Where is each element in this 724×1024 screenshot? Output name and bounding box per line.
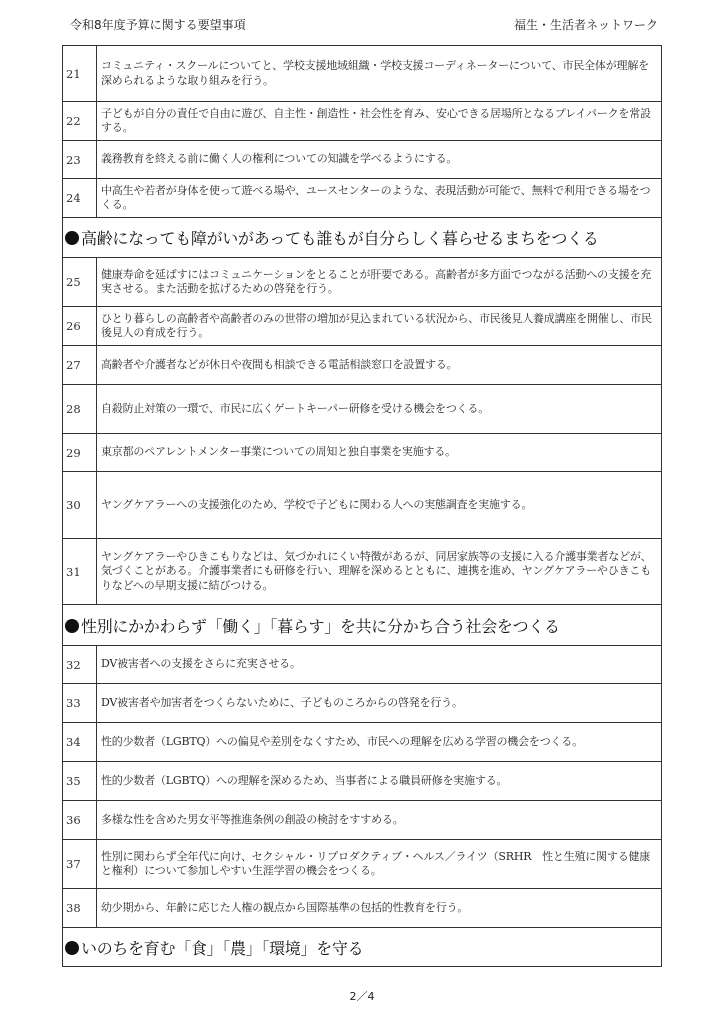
request-text: 幼少期から、年齢に応じた人権の観点から国際基準の包括的性教育を行う。 bbox=[97, 889, 662, 928]
request-row bbox=[63, 684, 662, 723]
request-number: 33 bbox=[63, 684, 97, 723]
request-number: 30 bbox=[63, 472, 97, 539]
page-header bbox=[62, 14, 662, 34]
request-text: 東京都のペアレントメンター事業についての周知と独自事業を実施する。 bbox=[97, 434, 662, 472]
request-row bbox=[63, 434, 662, 472]
request-text: ヤングケアラーへの支援強化のため、学校で子どもに関わる人への実態調査を実施する。 bbox=[97, 472, 662, 539]
request-number: 37 bbox=[63, 840, 97, 889]
request-text: DV被害者への支援をさらに充実させる。 bbox=[97, 646, 662, 684]
request-text: 子どもが自分の責任で自由に遊び、自主性・創造性・社会性を育み、安心できる居場所となるプレイパークを常設する。 bbox=[97, 102, 662, 141]
request-text: DV被害者や加害者をつくらないために、子どものころからの啓発を行う。 bbox=[97, 684, 662, 723]
requests-table-body bbox=[63, 46, 662, 967]
request-text: 中高生や若者が身体を使って遊べる場や、ユースセンターのような、表現活動が可能で、無料で利用できる場をつくる。 bbox=[97, 179, 662, 218]
section-heading-text: 高齢になっても障がいがあっても誰もが自分らしく暮らせるまちをつくる bbox=[81, 229, 599, 248]
request-number: 21 bbox=[63, 46, 97, 102]
request-number: 25 bbox=[63, 258, 97, 307]
request-row bbox=[63, 889, 662, 928]
request-row bbox=[63, 307, 662, 346]
request-text: 性別に関わらず全年代に向け、セクシャル・リプロダクティブ・ヘルス／ライツ（SRHR 性と生殖に関する健康と権利）について参加しやすい生涯学習の機会をつくる。 bbox=[97, 840, 662, 889]
bullet-icon bbox=[65, 941, 79, 955]
request-text: 多様な性を含めた男女平等推進条例の創設の検討をすすめる。 bbox=[97, 801, 662, 840]
request-number: 27 bbox=[63, 346, 97, 385]
request-text: コミュニティ・スクールについてと、学校支援地域組織・学校支援コーディネーターについて、市民全体が理解を深められるような取り組みを行う。 bbox=[97, 46, 662, 102]
bullet-icon bbox=[65, 619, 79, 633]
request-row bbox=[63, 346, 662, 385]
request-number: 28 bbox=[63, 385, 97, 434]
document-title: 令和8年度予算に関する要望事項 bbox=[70, 17, 246, 32]
request-text: 性的少数者（LGBTQ）への偏見や差別をなくすため、市民への理解を広める学習の機会をつくる。 bbox=[97, 723, 662, 762]
section-heading bbox=[63, 218, 662, 258]
request-number: 34 bbox=[63, 723, 97, 762]
section-heading-text: 性別にかかわらず「働く」「暮らす」を共に分かち合う社会をつくる bbox=[81, 616, 560, 636]
request-number: 31 bbox=[63, 539, 97, 605]
request-row bbox=[63, 179, 662, 218]
section-heading bbox=[63, 928, 662, 967]
request-row bbox=[63, 258, 662, 307]
request-text: 健康寿命を延ばすにはコミュニケーションをとることが肝要である。高齢者が多方面でつながる活動への支援を充実させる。また活動を拡げるための啓発を行う。 bbox=[97, 258, 662, 307]
section-header-row bbox=[63, 218, 662, 258]
request-number: 26 bbox=[63, 307, 97, 346]
request-text: 自殺防止対策の一環で、市民に広くゲートキーパー研修を受ける機会をつくる。 bbox=[97, 385, 662, 434]
request-row bbox=[63, 723, 662, 762]
section-header-row bbox=[63, 928, 662, 967]
request-number: 38 bbox=[63, 889, 97, 928]
request-row bbox=[63, 472, 662, 539]
section-heading-text: いのちを育む「食」「農」「環境」を守る bbox=[81, 938, 364, 958]
request-row bbox=[63, 840, 662, 889]
request-number: 29 bbox=[63, 434, 97, 472]
request-number: 23 bbox=[63, 141, 97, 179]
request-text: 性的少数者（LGBTQ）への理解を深めるため、当事者による職員研修を実施する。 bbox=[97, 762, 662, 801]
bullet-icon bbox=[65, 231, 79, 245]
requests-table bbox=[62, 45, 662, 967]
page-number: 2／4 bbox=[349, 990, 375, 1003]
request-row bbox=[63, 141, 662, 179]
request-number: 35 bbox=[63, 762, 97, 801]
request-row bbox=[63, 385, 662, 434]
request-row bbox=[63, 646, 662, 684]
request-text: 高齢者や介護者などが休日や夜間も相談できる電話相談窓口を設置する。 bbox=[97, 346, 662, 385]
section-header-row bbox=[63, 605, 662, 646]
organization-name: 福生・生活者ネットワーク bbox=[513, 17, 658, 32]
request-row bbox=[63, 46, 662, 102]
request-row bbox=[63, 539, 662, 605]
section-heading bbox=[63, 605, 662, 646]
request-number: 32 bbox=[63, 646, 97, 684]
request-text: ひとり暮らしの高齢者や高齢者のみの世帯の増加が見込まれている状況から、市民後見人養成講座を開催し、市民後見人の育成を行う。 bbox=[97, 307, 662, 346]
request-row bbox=[63, 762, 662, 801]
request-row bbox=[63, 102, 662, 141]
request-text: 義務教育を終える前に働く人の権利についての知識を学べるようにする。 bbox=[97, 141, 662, 179]
request-number: 36 bbox=[63, 801, 97, 840]
request-text: ヤングケアラーやひきこもりなどは、気づかれにくい特徴があるが、同居家族等の支援に入る介護事業者などが、気づくことがある。介護事業者にも研修を行い、理解を深めるとともに、連携を進め、ヤングケアラーやひきこもりなどへの早期支援に結びつける。 bbox=[97, 539, 662, 605]
request-row bbox=[63, 801, 662, 840]
request-number: 24 bbox=[63, 179, 97, 218]
request-number: 22 bbox=[63, 102, 97, 141]
